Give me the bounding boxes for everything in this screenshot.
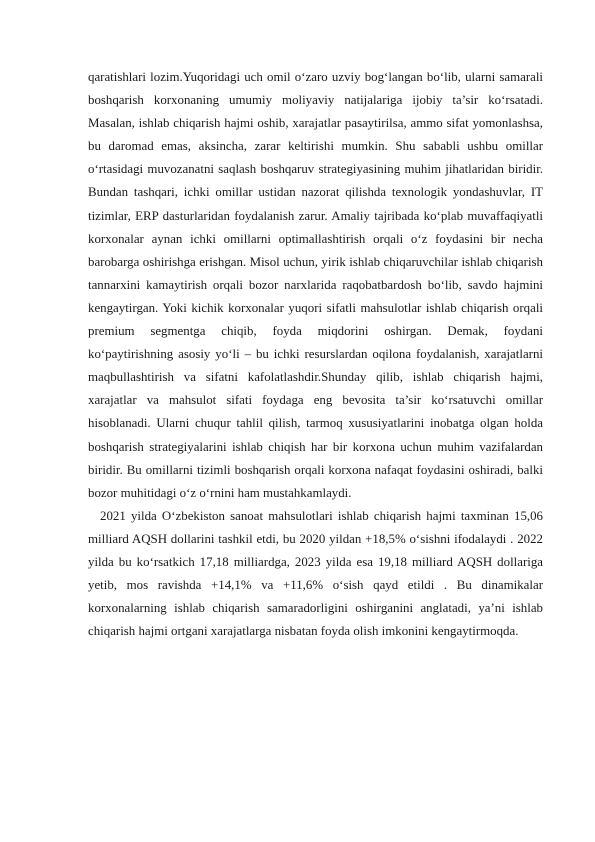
paragraph-internal-factors: qaratishlari lozim.Yuqoridagi uch omil o‘zaro uzviy bog‘langan bo‘lib, ularni samarali boshqarish korxonaning umumiy moliyaviy natijalariga ijobiy ta’sir ko‘rsatadi. Masalan, ishlab chiqarish hajmi oshib, xarajatlar pasaytirilsa, ammo sifat yomonlashsa, bu daromad emas, aksincha, zarar keltirishi mumkin. Shu sababli ushbu omillar o‘rtasidagi muvozanatni saqlash boshqaruv strategiyasining muhim jihatlaridan biridir. Bundan tashqari, ichki omillar ustidan nazorat qilishda texnologik yondashuvlar, IT tizimlar, ERP dasturlaridan foydalanish zarur. Amaliy tajribada ko‘plab muvaffaqiyatli korxonalar aynan ichki omillarni optimallashtirish orqali o‘z foydasini bir necha barobarga oshirishga erishgan. Misol uchun, yirik ishlab chiqaruvchilar ishlab chiqarish tannarxini kamaytirish orqali bozor narxlarida raqobatbardosh bo‘lib, savdo hajmini kengaytirgan. Yoki kichik korxonalar yuqori sifatli mahsulotlar ishlab chiqarish orqali premium segmentga chiqib, foyda miqdorini oshirgan. Demak, foydani ko‘paytirishning asosiy yo‘li – bu ichki resurslardan oqilona foydalanish, xarajatlarni maqbullashtirish va sifatni kafolatlashdir.Shunday qilib, ishlab chiqarish hajmi, xarajatlar va mahsulot sifati foydaga eng bevosita ta’sir ko‘rsatuvchi omillar hisoblanadi. Ularni chuqur tahlil qilish, tarmoq xususiyatlarini inobatga olgan holda boshqarish strategiyalarini ishlab chiqish har bir korxona uchun muhim vazifalardan biridir. Bu omillarni tizimli boshqarish orqali korxona nafaqat foydasini oshiradi, balki bozor muhitidagi o‘z o‘rnini ham mustahkamlaydi. [88,70,543,500]
document-body [88,66,543,643]
paragraph-uzbekistan-statistics: 2021 yilda O‘zbekiston sanoat mahsulotlari ishlab chiqarish hajmi taxminan 15,06 milliard AQSH dollarini tashkil etdi, bu 2020 yildan +18,5% o‘sishni ifodalaydi . 2022 yilda bu ko‘rsatkich 17,18 milliardga, 2023 yilda esa 19,18 milliard AQSH dollariga yetib, mos ravishda +14,1% va +11,6% o‘sish qayd etildi . Bu dinamikalar korxonalarning ishlab chiqarish samaradorligini oshirganini anglatadi, ya’ni ishlab chiqarish hajmi ortgani xarajatlarga nisbatan foyda olish imkonini kengaytirmoqda. [88,508,543,639]
